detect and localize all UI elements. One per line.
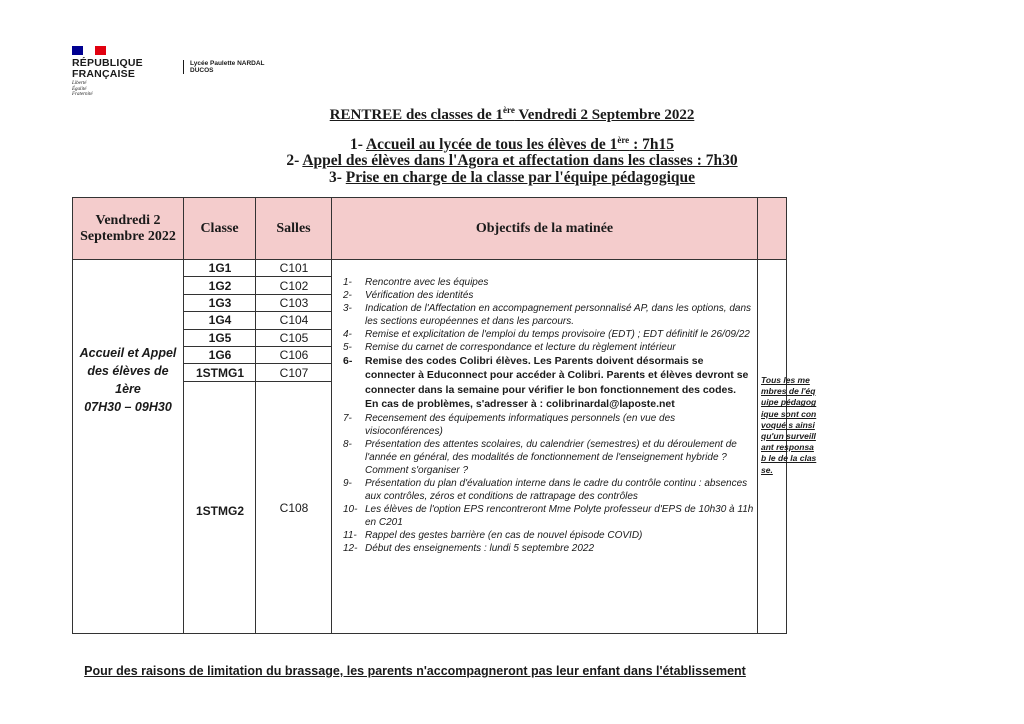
flag-red (95, 46, 106, 55)
republic-motto (72, 81, 93, 98)
date-cell-line3: 1ère (115, 382, 141, 396)
objective-contact: En cas de problèmes, s'adresser à : colibrinardal@laposte.net (365, 398, 675, 411)
step-3-text: Prise en charge de la classe par l'équipe pédagogique (345, 169, 696, 186)
table-row-salle: C106 (256, 347, 332, 364)
objective-text: Vérification des identités (365, 290, 474, 301)
flag-white (83, 46, 94, 55)
objective-text: Remise du carnet de correspondance et lecture du règlement intérieur (365, 342, 676, 353)
objective-text: Indication de l'Affectation en accompagnement personnalisé AP, dans les options, dans les sections européennes et dans les parcours. (365, 303, 752, 327)
table-row-classe: 1G6 (184, 347, 256, 364)
date-cell-line2: des élèves de (87, 364, 169, 378)
republique-francaise-logo-text (72, 58, 143, 80)
objective-number: 12- (343, 542, 358, 554)
table-row-classe: 1STMG2 (195, 503, 244, 518)
table-row-salle: C103 (256, 295, 332, 312)
header-salles: Salles (256, 198, 332, 260)
table-row-salle: C104 (256, 312, 332, 329)
header-side (758, 198, 786, 260)
side-note: Tous les membres de l'équipe pédagogique sont convoqué s ainsi qu'un surveillant responsab le de la classe. (761, 375, 817, 475)
objective-item-highlight (343, 354, 755, 412)
flag-blue (72, 46, 83, 55)
school-name-line2: DUCOS (190, 67, 214, 74)
title-prefix: RENTREE des classes de 1 (329, 107, 504, 123)
table-row-classe: 1G2 (184, 277, 256, 294)
table-row-salle: C107 (256, 364, 332, 381)
objective-text: Rappel des gestes barrière (en cas de nouvel épisode COVID) (365, 529, 643, 541)
objective-text: Rencontre avec les équipes (365, 277, 489, 288)
objective-item (343, 529, 755, 542)
marianne-flag-logo (72, 46, 106, 55)
objective-number: 4- (343, 329, 352, 340)
footer-notice: Pour des raisons de limitation du brassage, les parents n'accompagneront pas leur enfant dans l'établissement (84, 664, 746, 678)
step-1-text (366, 136, 674, 153)
objective-text: Remise des codes Colibri élèves. Les Parents doivent désormais se connecter à Educonnect pour accéder à Colibri. Parents et élèves devront se connecter dans la semaine pour vérifier le bon fonctionnement des codes. (365, 355, 749, 396)
schedule-step-3 (0, 169, 1024, 187)
step-1-time: : 7h15 (629, 136, 674, 154)
date-cell-line1: Accueil et Appel (79, 346, 177, 360)
objective-item (343, 503, 755, 529)
schedule-step-2 (0, 152, 1024, 170)
table-row-salle: C101 (256, 260, 332, 277)
step-1-label: Accueil au lycée de tous les élèves de 1 (365, 136, 618, 154)
header-objectifs: Objectifs de la matinée (332, 198, 758, 260)
objective-number: 10- (343, 503, 358, 515)
document-title (0, 105, 1024, 124)
objective-text: Présentation du plan d'évaluation interne dans le cadre du contrôle continu : absences aux contrôles, zéros et conditions de rattrapage des contrôles (365, 477, 748, 502)
table-row-salle: C105 (256, 330, 332, 347)
table-row-classe: 1G4 (184, 312, 256, 329)
objective-number: 8- (343, 438, 352, 450)
objective-text: Début des enseignements : lundi 5 septembre 2022 (365, 542, 595, 554)
republique-line1: RÉPUBLIQUE (72, 57, 143, 69)
objective-item (343, 438, 755, 477)
republique-line2: FRANÇAISE (72, 68, 136, 80)
objective-item (343, 542, 755, 555)
objectives-list (343, 276, 755, 555)
objective-text: Présentation des attentes scolaires, du calendrier (semestres) et du déroulement de l'année en général, des modalités de fonctionnement de l'enseignement hybride ? Comment s'organiser ? (365, 438, 737, 476)
date-cell-text (80, 344, 177, 416)
header-date: Vendredi 2 Septembre 2022 (73, 198, 184, 260)
objective-item (343, 341, 755, 354)
step-3-number: 3- (328, 169, 342, 186)
title-sup: ère (503, 105, 515, 115)
objective-item (343, 477, 755, 503)
objective-item (343, 276, 755, 289)
school-name-line1: Lycée Paulette NARDAL (190, 60, 265, 67)
objective-number: 11- (343, 529, 357, 541)
objective-number: 3- (343, 303, 352, 314)
objective-item (343, 302, 755, 328)
date-cell-line4: 07H30 – 09H30 (84, 400, 172, 414)
table-row-classe: 1STMG1 (184, 364, 256, 381)
step-2-number: 2- (286, 152, 300, 169)
motto-liberte: Liberté (72, 81, 87, 86)
table-row-classe: 1G1 (184, 260, 256, 277)
objective-text: Les élèves de l'option EPS rencontreront Mme Polyte professeur d'EPS de 10h30 à 11h en C201 (365, 503, 754, 528)
table-row-salle: C108 (279, 500, 309, 515)
objective-text: Recensement des équipements informatiques personnels (en vue des visioconférences) (365, 412, 676, 437)
objective-number: 6- (343, 355, 353, 367)
objective-number: 7- (343, 412, 352, 424)
step-1-number: 1- (350, 136, 363, 154)
motto-fraternite: Fraternité (72, 92, 93, 97)
motto-egalite: Égalité (72, 86, 87, 92)
objective-number: 1- (343, 277, 352, 288)
step-2-text: Appel des élèves dans l'Agora et affectation dans les classes : 7h30 (302, 152, 738, 169)
objective-text: Remise et explicitation de l'emploi du temps provisoire (EDT) ; EDT définitif le 26/09/22 (365, 329, 750, 340)
school-name (183, 60, 265, 74)
objective-item (343, 289, 755, 302)
step-1-sup: ère (617, 135, 630, 145)
objective-number: 5- (343, 342, 352, 353)
table-row-salle: C102 (256, 277, 332, 294)
table-row-classe: 1G3 (184, 295, 256, 312)
header-classe: Classe (184, 198, 256, 260)
objective-number: 2- (343, 290, 352, 301)
objective-number: 9- (343, 477, 352, 489)
objective-item (343, 412, 755, 438)
title-suffix: Vendredi 2 Septembre 2022 (514, 107, 695, 123)
date-cell (73, 260, 184, 633)
table-row-classe: 1G5 (184, 330, 256, 347)
schedule-table (72, 197, 817, 634)
objective-item (343, 328, 755, 341)
